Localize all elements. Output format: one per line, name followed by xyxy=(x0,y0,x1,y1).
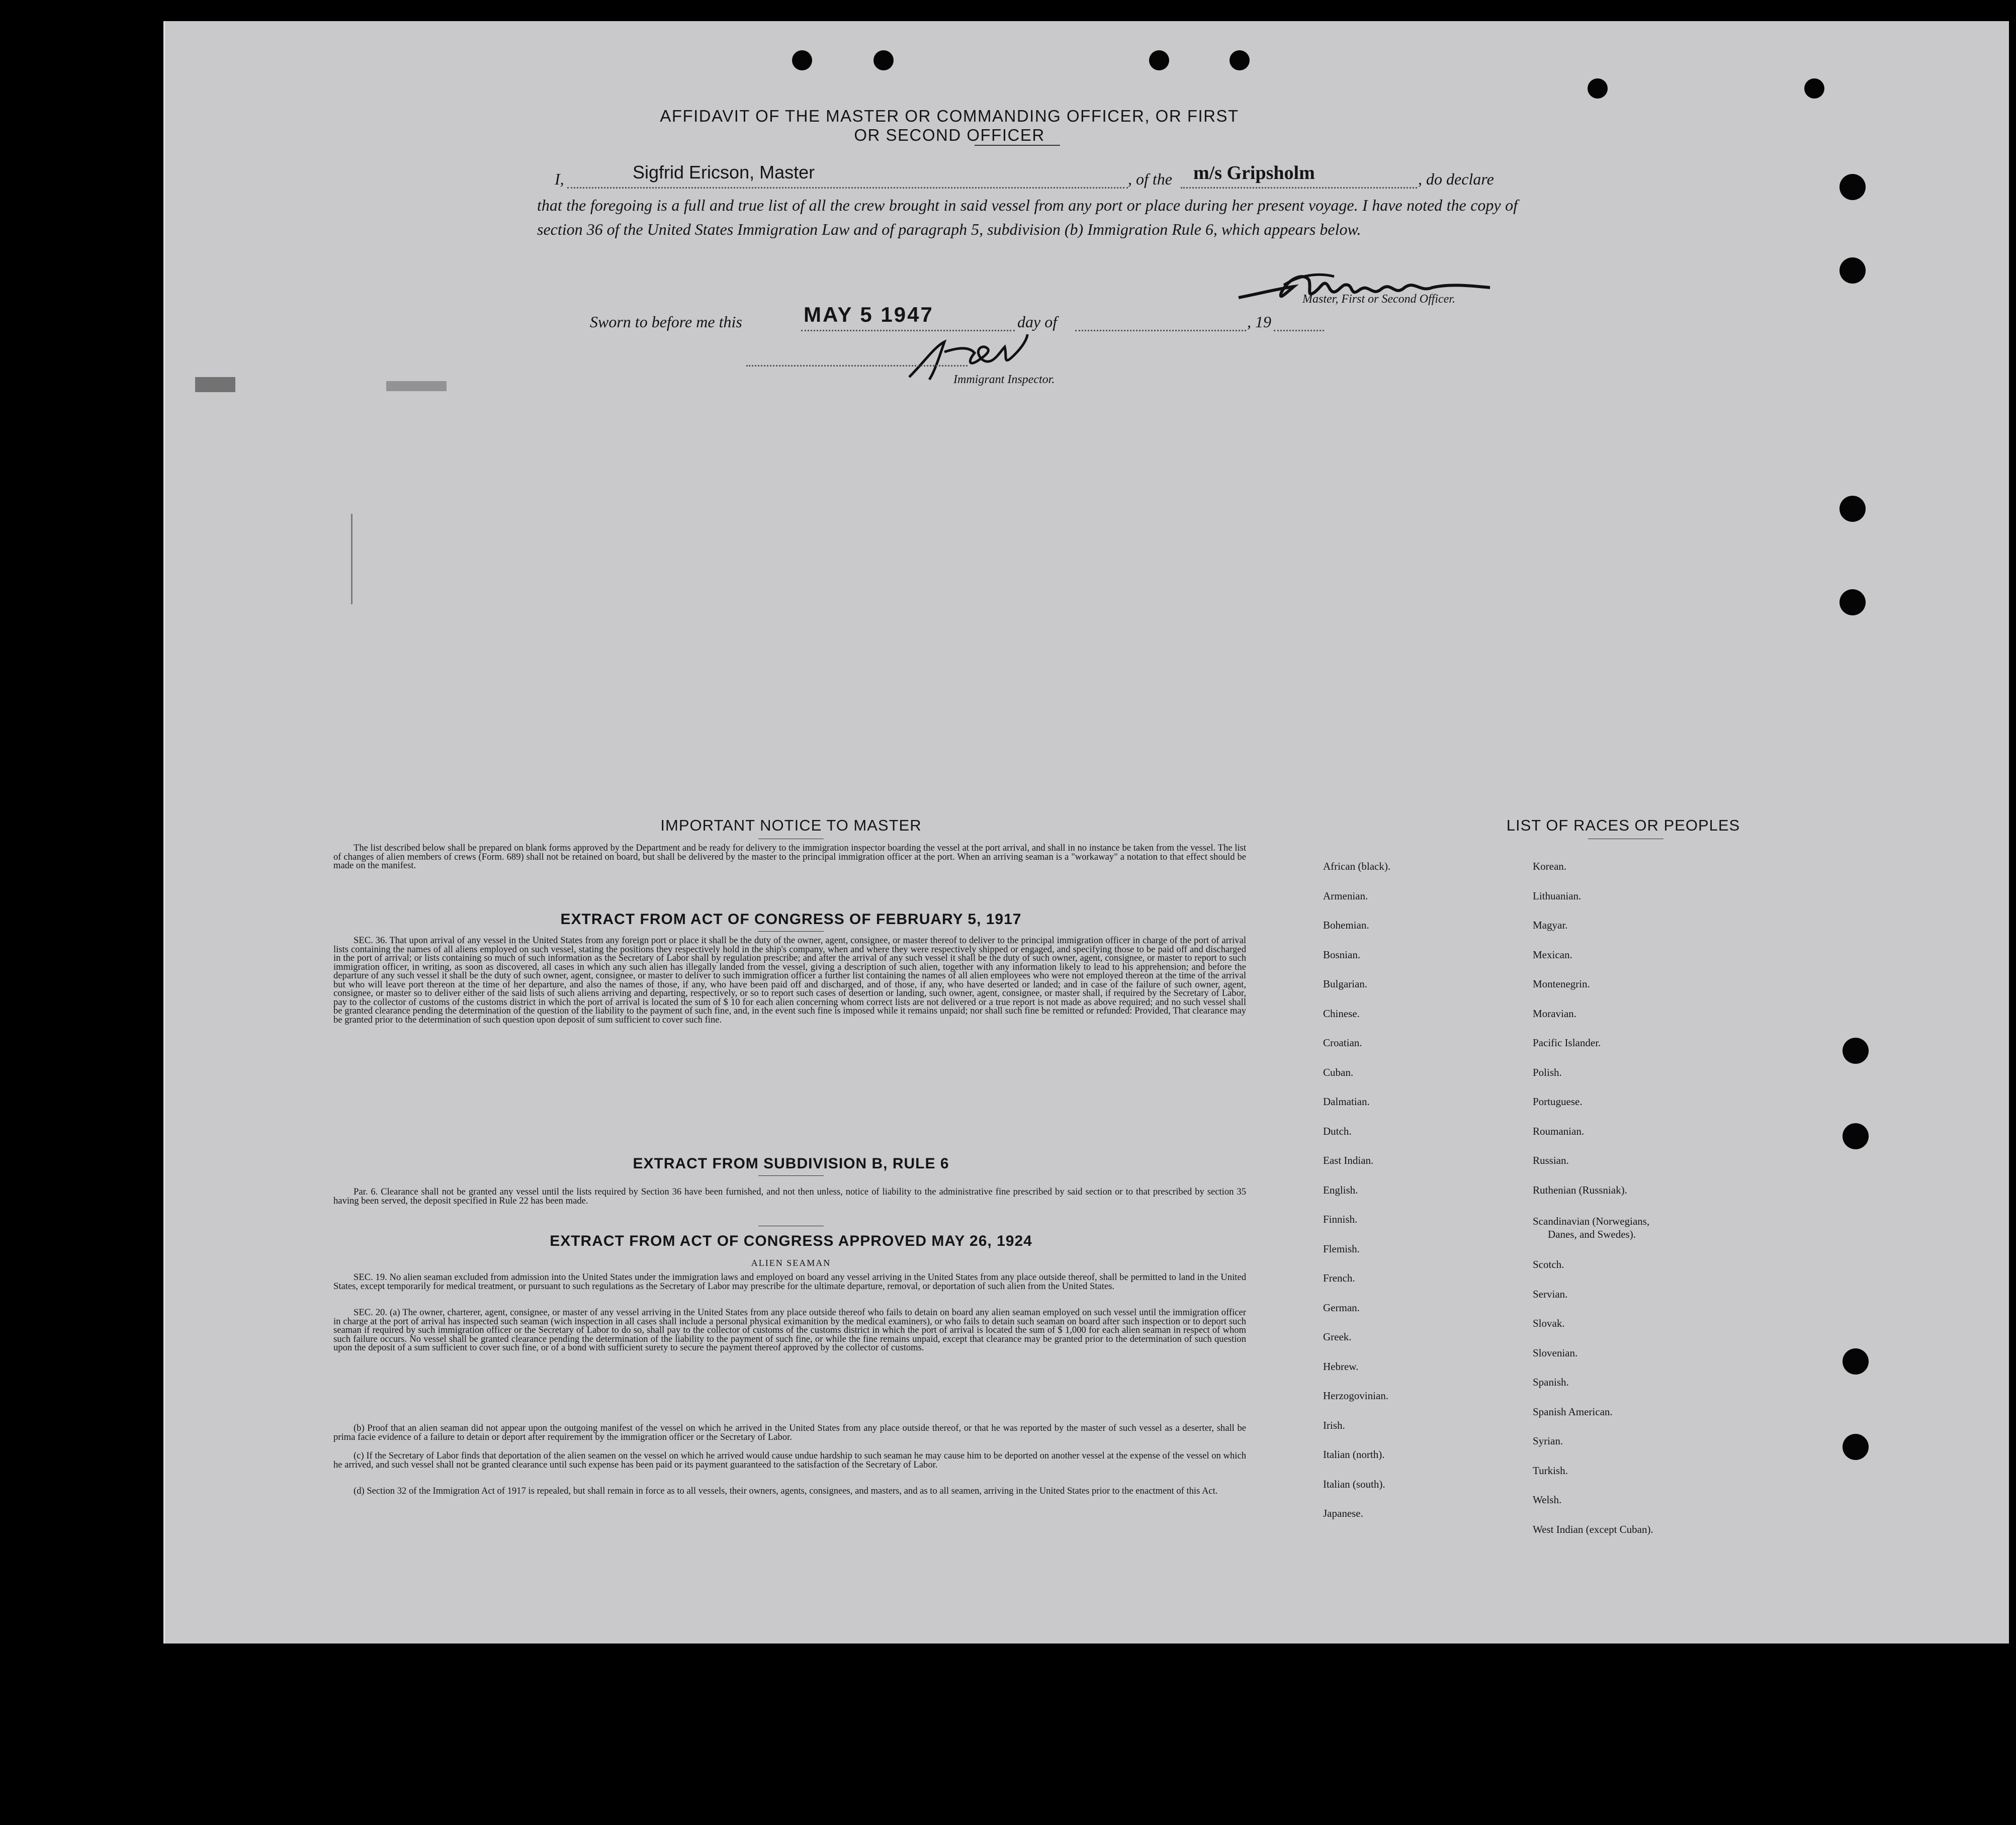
race-item: Moravian. xyxy=(1533,1007,1576,1020)
race-item: Russian. xyxy=(1533,1154,1569,1166)
punch-hole xyxy=(1804,78,1824,99)
document-page xyxy=(163,21,2009,1644)
race-item: Bulgarian. xyxy=(1323,978,1368,990)
inspector-line xyxy=(746,365,968,367)
race-item: Lithuanian. xyxy=(1533,889,1582,902)
race-item: Spanish American. xyxy=(1533,1405,1613,1418)
affidavit-title: AFFIDAVIT OF THE MASTER OR COMMANDING OFFICER, OR FIRST OR SECOND OFFICER xyxy=(660,107,1239,144)
extract-1917-text: SEC. 36. That upon arrival of any vessel in the United States from any foreign port or place it shall be the duty of the owner, agent, consignee, or master thereof to deliver to the principal immigration officer in charge of the port of arrival lists containing the names of all aliens employed on such vessel, stating the positions they respectively hold in the ship's company, when and where they were respectively shipped or engaged, and specifying those to be paid off and discharged in the port of arrival; or lists containing so much of such information as the Secretary of Labor shall by regulation prescribe; and after the arrival of any such vessel it shall be the duty of such owner, agent, consignee, or master to report to such immigration officer, in writing, as soon as discovered, all cases in which any such alien has illegally landed from the vessel, giving a description of such alien, together with any information likely to lead to his apprehension; and before the departure of any such vessel it shall be the duty of such owner, agent, consignee, or master to deliver to such immigration officer a further list containing the names of all alien employees who were not employed thereon at the time of the arrival but who will leave port thereon at the time of her departure, and also the names of those, if any, who have been paid off and discharged, and of those, if any, who have deserted or landed; and in case of the failure of such owner, agent, consignee, or master so to deliver either of the said lists of such aliens arriving and departing, respectively, or so to report such cases of desertion or landing, such owner, agent, consignee, or master shall, if required by the Secretary of Labor, pay to the collector of customs of the customs district in which the port of arrival is located the sum of $ 10 for each alien concerning whom correct lists are not delivered or a true report is not made as above required; and no such vessel shall be granted clearance pending the determination of the question of the liability to the payment of such fine, and, in the event such fine is imposed while it remains unpaid; nor shall such fine be remitted or refunded: Provided, That clearance may be granted prior to the determination of such question upon deposit of sum sufficient to cover such fine. xyxy=(333,935,1246,1025)
race-item: Herzogovinian. xyxy=(1323,1390,1389,1402)
race-item: Mexican. xyxy=(1533,948,1572,961)
sec20b-text: (b) Proof that an alien seaman did not appear upon the outgoing manifest of the vessel on which he arrived in the United States from any place outside thereof, or that he was reported by the master of such vessel as a deserter, shall be prima facie evidence of a failure to detain or deport after requirement by the immigration officer or the Secretary of Labor. xyxy=(333,1423,1246,1442)
race-item: Bosnian. xyxy=(1323,948,1361,961)
race-item: Flemish. xyxy=(1323,1242,1360,1255)
race-item: Ruthenian (Russniak). xyxy=(1533,1183,1627,1196)
race-item: Roumanian. xyxy=(1533,1125,1585,1137)
vessel-name: m/s Gripsholm xyxy=(1193,162,1315,184)
sworn-date-line xyxy=(801,330,1015,331)
sec20a-text: SEC. 20. (a) The owner, charterer, agent, consignee, or master of any vessel arriving in the United States from any place outside thereof who fails to detain on board any alien seaman employed on such vessel until the immigration officer in charge at the port of arrival has inspected such seaman (wich inspection in all cases shall include a personal physical eximanition by the medical examiners), or who fails to detain such seaman on board after such inspection or to deport such seaman if required by such immigration officer or the Secretary of Labor to do so, shall pay to the collector of customs of the customs district in which the port of arrival is located the sum of $ 1,000 for each alien seaman in respect of whom such failure occurs. No vessel shall be granted clearance pending the determination of the liability to the payment of such fine, or while the fine remains unpaid, except that clearance may be granted prior to the determination of such question upon the deposit of a sum sufficient to cover such fine, or of a bond with sufficient surety to secure the payment thereof approved by the collector of customs. xyxy=(333,1307,1246,1353)
sworn-date-stamp: MAY 5 1947 xyxy=(804,303,934,326)
race-item: Portuguese. xyxy=(1533,1096,1583,1108)
race-item: Slovak. xyxy=(1533,1317,1565,1329)
race-item: Servian. xyxy=(1533,1288,1568,1300)
affidavit-body: that the foregoing is a full and true list of all the crew brought in said vessel from any port or place during her present voyage. I have noted the copy of section 36 of the United States Immigration Law and of paragraph 5, subdivision (b) Immigration Rule 6, which appears below. xyxy=(537,196,1518,238)
punch-hole xyxy=(873,50,894,70)
extract-1924-title: EXTRACT FROM ACT OF CONGRESS APPROVED MAY 26, 1924 xyxy=(550,1233,1032,1249)
race-item: Cuban. xyxy=(1323,1066,1354,1078)
races-title: LIST OF RACES OR PEOPLES xyxy=(1506,816,1740,834)
race-item: Slovenian. xyxy=(1533,1346,1578,1359)
inspector-caption: Immigrant Inspector. xyxy=(953,373,1055,386)
sec20d-text: (d) Section 32 of the Immigration Act of 1917 is repealed, but shall remain in force as to all vessels, their owners, agents, consignees, and masters, and as to all seamen, arriving in the United States prior to the enactment of this Act. xyxy=(354,1486,1218,1496)
scan-smudge xyxy=(351,514,353,604)
scan-smudge xyxy=(386,381,447,391)
declarant-name: Sigfrid Ericson, Master xyxy=(633,162,815,182)
sworn-label: Sworn to before me this xyxy=(590,313,742,331)
do-declare-label: , do declare xyxy=(1418,170,1494,188)
punch-hole xyxy=(1230,50,1250,70)
race-item: Polish. xyxy=(1533,1066,1562,1078)
divider xyxy=(758,1175,824,1176)
extract-rule6-title: EXTRACT FROM SUBDIVISION B, RULE 6 xyxy=(633,1155,949,1172)
extract-1917-title: EXTRACT FROM ACT OF CONGRESS OF FEBRUARY 5, 1917 xyxy=(560,911,1022,928)
race-item: Scotch. xyxy=(1533,1258,1564,1270)
divider xyxy=(758,931,824,932)
race-item: Welsh. xyxy=(1533,1494,1562,1506)
sec20c-text: (c) If the Secretary of Labor finds that deportation of the alien seamen on the vessel on which he arrived would cause undue hardship to such seaman he may cause him to be deported on another vessel at the expense of the vessel on which he arrived, and such vessel shall not be granted clearance until such expense has been paid or its payment guaranteed to the satisfaction of the Secretary of Labor. xyxy=(333,1450,1246,1470)
notice-title: IMPORTANT NOTICE TO MASTER xyxy=(660,816,922,834)
extract-rule6-text: Par. 6. Clearance shall not be granted any vessel until the lists required by Section 36 have been furnished, and not then unless, notice of liability to the administrative fine prescribed by said section or to that prescribed by section 35 having been served, the deposit specified in Rule 22 has been made. xyxy=(333,1187,1246,1206)
year-line xyxy=(1274,330,1324,331)
race-item: Scandinavian (Norwegians, xyxy=(1533,1215,1650,1227)
notice-text: The list described below shall be prepared on blank forms approved by the Department and be ready for delivery to the immigration inspector boarding the vessel at the port arrival, and shall in no instance be taken from the vessel. The list of changes of alien members of crews (Form. 689) shall not be retained on board, but shall be delivered by the master to the principal immigration officer at the port. When an arriving seaman is a "workaway" a notation to that effect should be made on the manifest. xyxy=(333,843,1246,871)
declarant-name-line xyxy=(567,187,1128,189)
race-item: French. xyxy=(1323,1272,1355,1284)
race-item: Pacific Islander. xyxy=(1533,1037,1601,1049)
race-item: German. xyxy=(1323,1301,1360,1314)
declarant-prefix: I, xyxy=(555,170,564,188)
race-item: Spanish. xyxy=(1533,1376,1569,1388)
race-item: Finnish. xyxy=(1323,1213,1358,1225)
vessel-line xyxy=(1181,187,1417,189)
scan-smudge xyxy=(195,377,235,392)
race-item: Dutch. xyxy=(1323,1125,1352,1137)
race-item: Korean. xyxy=(1533,860,1567,872)
race-item: Italian (north). xyxy=(1323,1448,1385,1461)
race-item: Montenegrin. xyxy=(1533,978,1590,990)
punch-hole xyxy=(1839,589,1866,615)
punch-hole xyxy=(792,50,812,70)
race-item: Bohemian. xyxy=(1323,919,1369,931)
races-column-2 xyxy=(1533,852,1653,1544)
race-item: Danes, and Swedes). xyxy=(1548,1228,1636,1240)
year-prefix: , 19 xyxy=(1247,313,1271,331)
race-item: Turkish. xyxy=(1533,1464,1568,1477)
races-column-1 xyxy=(1323,852,1390,1528)
day-of-label: day of xyxy=(1017,313,1058,331)
punch-hole xyxy=(1839,257,1866,284)
punch-hole xyxy=(1839,174,1866,200)
race-item: Armenian. xyxy=(1323,889,1368,902)
race-item: African (black). xyxy=(1323,860,1391,872)
race-item: West Indian (except Cuban). xyxy=(1533,1523,1653,1535)
race-item: English. xyxy=(1323,1183,1358,1196)
race-item: Irish. xyxy=(1323,1419,1345,1431)
race-item: East Indian. xyxy=(1323,1154,1374,1166)
alien-seaman-subtitle: ALIEN SEAMAN xyxy=(751,1258,831,1268)
punch-hole xyxy=(1588,78,1608,99)
punch-hole xyxy=(1843,1348,1869,1375)
of-the-label: , of the xyxy=(1128,170,1172,188)
race-item: Chinese. xyxy=(1323,1007,1360,1020)
punch-hole xyxy=(1843,1038,1869,1064)
race-item: Japanese. xyxy=(1323,1507,1363,1519)
punch-hole xyxy=(1149,50,1169,70)
punch-hole xyxy=(1839,496,1866,522)
month-line xyxy=(1075,330,1246,331)
race-item: Syrian. xyxy=(1533,1435,1563,1447)
punch-hole xyxy=(1843,1123,1869,1149)
race-item: Italian (south). xyxy=(1323,1478,1385,1490)
signature-caption: Master, First or Second Officer. xyxy=(1302,293,1455,306)
race-item: Magyar. xyxy=(1533,919,1568,931)
race-item: Greek. xyxy=(1323,1331,1352,1343)
divider xyxy=(975,145,1060,146)
race-item: Croatian. xyxy=(1323,1037,1362,1049)
race-item: Hebrew. xyxy=(1323,1360,1359,1373)
sec19-text: SEC. 19. No alien seaman excluded from admission into the United States under the immigration laws and employed on board any vessel arriving in the United States from any place outside thereof, shall be permitted to land in the United States, except temporarily for medical treatment, or pursuant to such regulations as the Secretary of Labor may prescribe for the ultimate departure, removal, or deportation of such alien from the United States. xyxy=(333,1272,1246,1292)
race-item: Dalmatian. xyxy=(1323,1096,1370,1108)
punch-hole xyxy=(1843,1434,1869,1460)
